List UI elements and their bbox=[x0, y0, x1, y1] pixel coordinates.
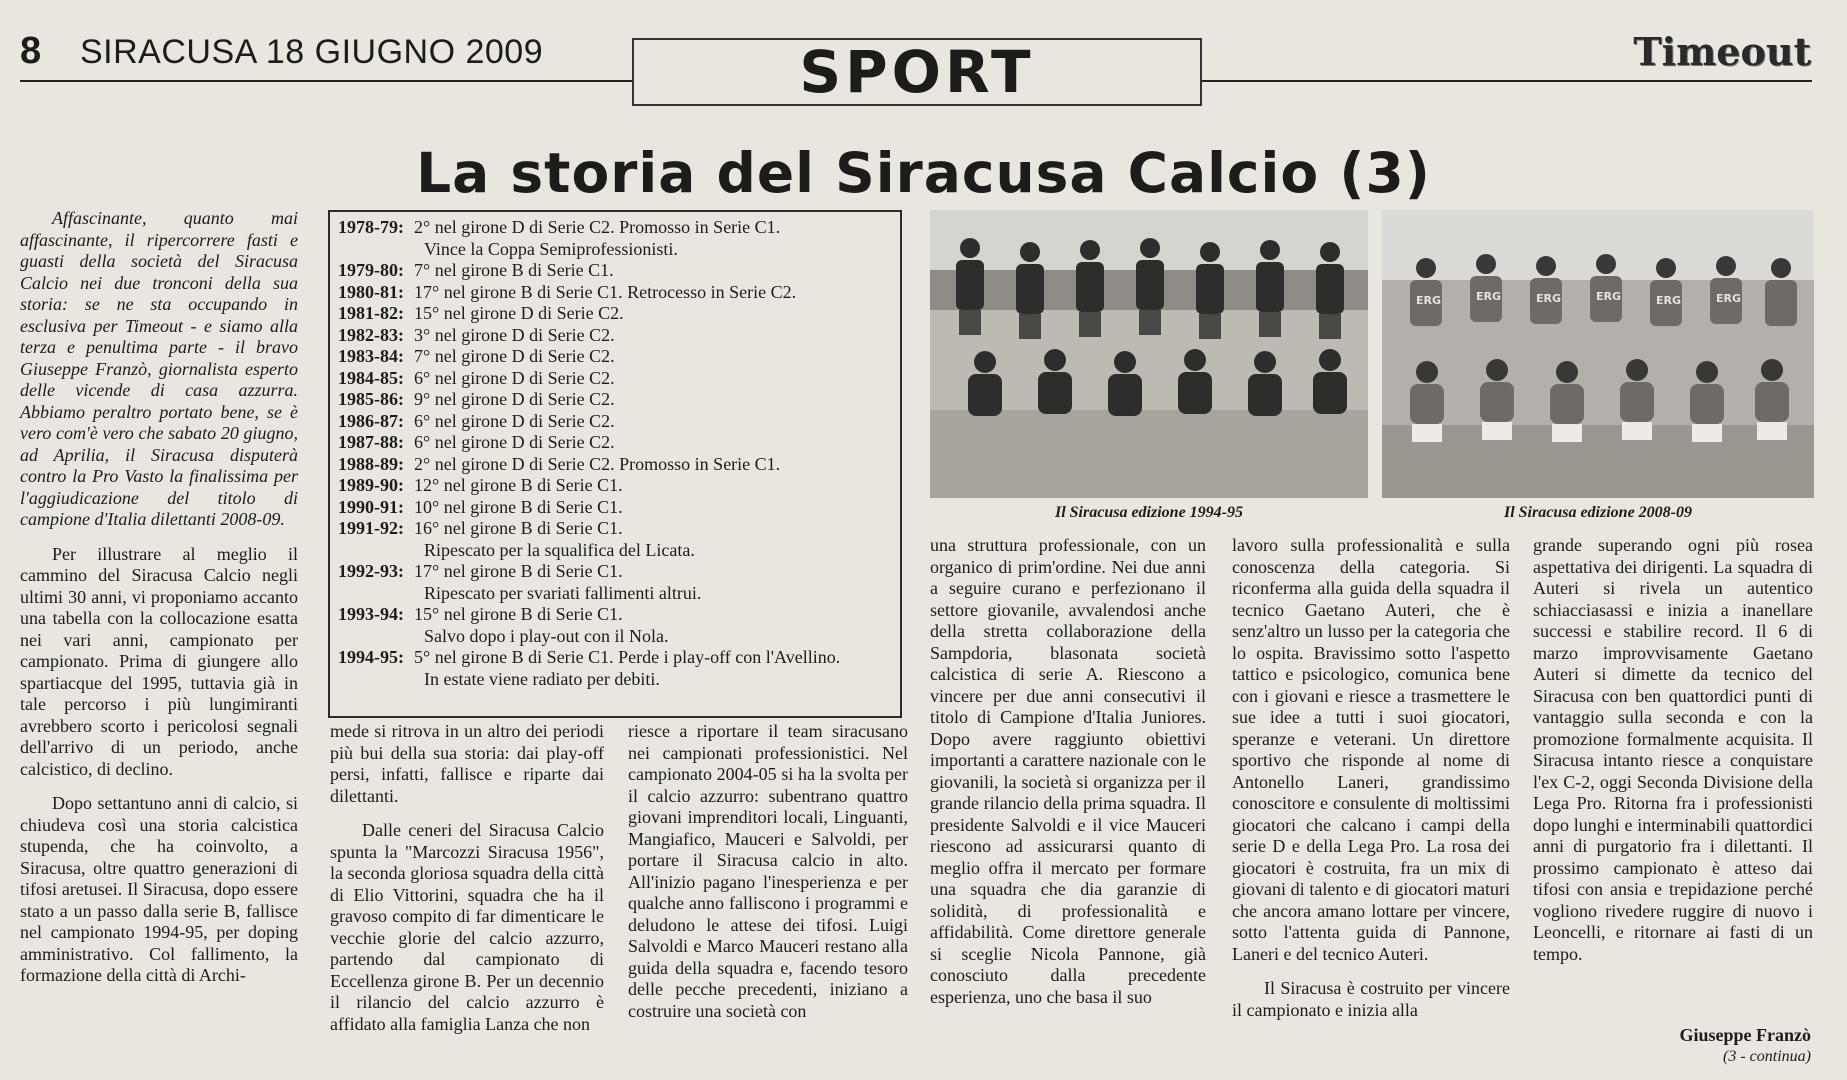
column-2 bbox=[330, 721, 604, 1035]
standings-result: 2° nel girone D di Serie C2. Promosso in Serie C1. bbox=[414, 217, 781, 237]
standings-season: 1981-82: bbox=[338, 303, 404, 323]
paragraph: Dopo settantuno anni di calcio, si chiudeva così una storia calcistica stupenda, che ha coinvolto, a Siracusa, oltre quattro generazioni di tifosi aretusei. Il Siracusa, dopo essere stato a un passo dalla serie B, fallisce nel campionato 1994-95, per doping amministrativo. Col fallimento, la formazione della città di Archi- bbox=[20, 793, 298, 985]
column-1 bbox=[20, 208, 298, 987]
paragraph: una struttura professionale, con un organico di prim'ordine. Nei due anni a seguire curano e perfezionano il settore giovanile, avvalendosi anche della stretta collaborazione della Sampdoria, blasonata società calcistica di serie A. Riescono a vincere per due anni consecutivi il titolo di Campione d'Italia Juniores. Dopo avere raggiunto obiettivi importanti a carattere nazionale con le giovanili, la società si organizza per il grande rilancio della prima squadra. Il presidente Salvoldi e il vice Mauceri riescono ad assicurarsi quanto di meglio offra il mercato per formare una squadra che dia garanzie di solidità, di professionalità e affidabilità. Come direttore generale si sceglie Nicola Pannone, già conosciuto dalla precedente esperienza, uno che basa il suo bbox=[930, 535, 1206, 1007]
standings-note: Ripescato per la squalifica del Licata. bbox=[424, 539, 695, 560]
shirt-sponsor-text: ERG bbox=[1536, 292, 1562, 305]
standings-row bbox=[338, 432, 892, 454]
standings-season: 1988-89: bbox=[338, 453, 404, 474]
standings-row bbox=[338, 475, 892, 497]
standings-result: 17° nel girone B di Serie C1. bbox=[414, 561, 623, 581]
header-rule-right bbox=[1202, 80, 1812, 82]
standings-result: 3° nel girone D di Serie C2. bbox=[414, 324, 615, 345]
dateline: SIRACUSA 18 GIUGNO 2009 bbox=[80, 33, 544, 71]
paragraph: Il Siracusa è costruito per vincere il campionato e inizia alla bbox=[1232, 978, 1510, 1020]
standings-note: Ripescato per svariati fallimenti altrui. bbox=[424, 582, 702, 603]
standings-result: 6° nel girone D di Serie C2. bbox=[414, 410, 615, 431]
intro-text bbox=[20, 208, 298, 531]
standings-season: 1979-80: bbox=[338, 260, 404, 280]
standings-result: 12° nel girone B di Serie C1. bbox=[414, 475, 623, 495]
paragraph: grande superando ogni più rosea aspettativa dei dirigenti. La squadra di Auteri si rivela un autentico schiacciasassi e inizia a inanellare successi e stabilire record. Il 6 di marzo improvvisamente Gaetano Auteri si dimette da tecnico del Siracusa con ben quattordici punti di vantaggio sulla seconda e con la promozione formalmente acquisita. Il Siracusa intanto riesce a conquistare l'ex C-2, oggi Seconda Divisione della Lega Pro. Ritorna fra i professionisti dopo lunghi e interminabili quattordici anni di purgatorio fra i dilettanti. Il prossimo campionato è atteso dai tifosi con ansia e trepidazione perché vogliono rivedere ruggire di nuovo i Leoncelli, e ritornare ai fasti di un tempo. bbox=[1533, 535, 1813, 964]
intro-paragraph: Affascinante, quanto mai affascinante, il ripercorrere fasti e guasti della società del Siracusa Calcio nei due tronconi della sua storia: se ne sta occupando in esclusiva per Timeout - e siamo alla terza e penultima parte - il bravo Giuseppe Franzò, giornalista esperto delle vicende di casa azzurra. Abbiamo peraltro portato bene, se è vero com'è vero che sabato 20 giugno, ad Aprilia, il Siracusa disputerà contro la Pro Vasto la finalissima per l'aggiudicazione del titolo di campione d'Italia dilettanti 2008-09. bbox=[20, 208, 298, 529]
standings-season: 1992-93: bbox=[338, 561, 404, 581]
standings-row bbox=[338, 561, 892, 583]
standings-row bbox=[338, 368, 892, 390]
standings-result: 10° nel girone B di Serie C1. bbox=[414, 496, 623, 517]
photo-caption-1994-95: Il Siracusa edizione 1994-95 bbox=[1054, 504, 1243, 521]
column-3 bbox=[628, 721, 908, 1022]
standings-result: 15° nel girone D di Serie C2. bbox=[414, 303, 624, 323]
page-number: 8 bbox=[20, 30, 42, 72]
standings-season: 1987-88: bbox=[338, 432, 404, 452]
paragraph: mede si ritrova in un altro dei periodi più bui della sua storia: dai play-off persi, infatti, fallisce e riparte dai dilettanti. bbox=[330, 721, 604, 806]
standings-season: 1991-92: bbox=[338, 518, 404, 538]
paragraph: lavoro sulla professionalità e sulla conoscenza della categoria. Si riconferma alla guida della squadra il tecnico Gaetano Auteri, che è senz'altro un lusso per la categoria che lo ospita. Bravissimo sotto l'aspetto tattico e psicologico, comunica bene con i giovani e riesce a trasmettere le sue idee a tutti i suoi giocatori, speranze e veterani. Un direttore sportivo che risponde al nome di Antonello Laneri, grandissimo conoscitore e consulente di moltissimi giocatori che calcano i campi della serie D e della Lega Pro. La rosa dei giocatori è costruita, fra un mix di giovani di talento e di giocatori maturi che ancora amano lottare per vincere, sotto l'attenta guida di Pannone, Laneri e del tecnico Auteri. bbox=[1232, 535, 1510, 964]
team-photo-1994-95 bbox=[930, 210, 1368, 498]
paragraph: Per illustrare al meglio il cammino del Siracusa Calcio negli ultimi 30 anni, vi proponiamo accanto una tabella con la collocazione esatta nei vari anni, campionato per campionato. Prima di giungere allo spartiacque del 1995, tuttavia già in tale percorso i più lungimiranti avrebbero scorto i pericolosi segnali dell'arrivo di un periodo, anche calcistico, di declino. bbox=[20, 543, 298, 779]
section-title: SPORT bbox=[799, 38, 1035, 106]
standings-row bbox=[338, 518, 892, 540]
standings-row bbox=[338, 604, 892, 626]
standings-result: 15° nel girone B di Serie C1. bbox=[414, 604, 623, 624]
standings-season: 1984-85: bbox=[338, 367, 404, 388]
standings-season: 1986-87: bbox=[338, 410, 404, 431]
shirt-sponsor-text: ERG bbox=[1716, 292, 1742, 305]
column-5 bbox=[1232, 535, 1510, 1021]
header-rule-left bbox=[20, 80, 632, 82]
standings-row bbox=[338, 282, 892, 304]
standings-season: 1994-95: bbox=[338, 647, 404, 667]
standings-table bbox=[328, 210, 902, 718]
standings-result: 2° nel girone D di Serie C2. Promosso in Serie C1. bbox=[414, 453, 781, 474]
standings-season: 1978-79: bbox=[338, 217, 404, 237]
standings-row bbox=[338, 454, 892, 476]
continued-note: (3 - continua) bbox=[1723, 1048, 1811, 1065]
standings-season: 1982-83: bbox=[338, 324, 404, 345]
standings-result: 9° nel girone D di Serie C2. bbox=[414, 389, 615, 409]
standings-season: 1985-86: bbox=[338, 389, 404, 409]
photo-caption-2008-09: Il Siracusa edizione 2008-09 bbox=[1503, 504, 1692, 521]
byline: Giuseppe Franzò bbox=[1679, 1025, 1811, 1045]
standings-note: In estate viene radiato per debiti. bbox=[424, 668, 660, 689]
standings-note: Vince la Coppa Semiprofessionisti. bbox=[424, 238, 678, 259]
brand-logo: Timeout bbox=[1633, 29, 1811, 74]
paragraph: Dalle ceneri del Siracusa Calcio spunta la "Marcozzi Siracusa 1956", la seconda gloriosa squadra della città di Elio Vittorini, squadra che ha il gravoso compito di far dimenticare le vecchie glorie del calcio azzurro, partendo dal campionato di Eccellenza girone B. Per un decennio il rilancio del calcio azzurro è affidato alla famiglia Lanza che non bbox=[330, 820, 604, 1034]
standings-season: 1983-84: bbox=[338, 346, 404, 366]
shirt-sponsor-text: ERG bbox=[1596, 290, 1622, 303]
standings-result: 6° nel girone D di Serie C2. bbox=[414, 367, 615, 388]
standings-result: 7° nel girone B di Serie C1. bbox=[414, 260, 614, 280]
standings-row bbox=[338, 260, 892, 282]
standings-row bbox=[338, 303, 892, 325]
standings-result: 5° nel girone B di Serie C1. Perde i play-off con l'Avellino. bbox=[414, 647, 841, 667]
standings-row bbox=[338, 346, 892, 368]
standings-row bbox=[338, 411, 892, 433]
standings-row bbox=[338, 389, 892, 411]
standings-row bbox=[338, 497, 892, 519]
paragraph: riesce a riportare il team siracusano nei campionati professionistici. Nel campionato 2004-05 si ha la svolta per il calcio azzurro: subentrano quattro giovani imprenditori locali, Linguanti, Mangiafico, Mauceri e Salvoldi, per portare il Siracusa calcio in alto. All'inizio pagano l'inesperienza e per qualche anno falliscono i programmi e deludono le attese dei tifosi. Luigi Salvoldi e Marco Mauceri restano alla guida della squadra e, facendo tesoro delle pecche precedenti, iniziano a costruire una società con bbox=[628, 721, 908, 1021]
shirt-sponsor-text: ERG bbox=[1656, 294, 1682, 307]
standings-result: 7° nel girone D di Serie C2. bbox=[414, 346, 615, 366]
standings-season: 1980-81: bbox=[338, 281, 404, 302]
standings-result: 6° nel girone D di Serie C2. bbox=[414, 432, 615, 452]
section-box bbox=[632, 38, 1202, 106]
column-6 bbox=[1533, 535, 1813, 965]
standings-row bbox=[338, 217, 892, 239]
team-photo-1994-95-image bbox=[930, 210, 1368, 498]
standings-season: 1989-90: bbox=[338, 475, 404, 495]
standings-rows bbox=[338, 217, 892, 690]
headline: La storia del Siracusa Calcio (3) bbox=[416, 141, 1431, 205]
standings-result: 17° nel girone B di Serie C1. Retrocesso in Serie C2. bbox=[414, 281, 797, 302]
standings-note: Salvo dopo i play-out con il Nola. bbox=[424, 625, 669, 646]
standings-season: 1990-91: bbox=[338, 496, 404, 517]
shirt-sponsor-text: ERG bbox=[1416, 294, 1442, 307]
standings-row bbox=[338, 325, 892, 347]
team-photo-2008-09-image bbox=[1382, 210, 1814, 498]
column-4 bbox=[930, 535, 1206, 1008]
standings-row bbox=[338, 647, 892, 669]
standings-result: 16° nel girone B di Serie C1. bbox=[414, 518, 623, 538]
team-photo-2008-09 bbox=[1382, 210, 1814, 498]
shirt-sponsor-text: ERG bbox=[1476, 290, 1502, 303]
standings-season: 1993-94: bbox=[338, 604, 404, 624]
